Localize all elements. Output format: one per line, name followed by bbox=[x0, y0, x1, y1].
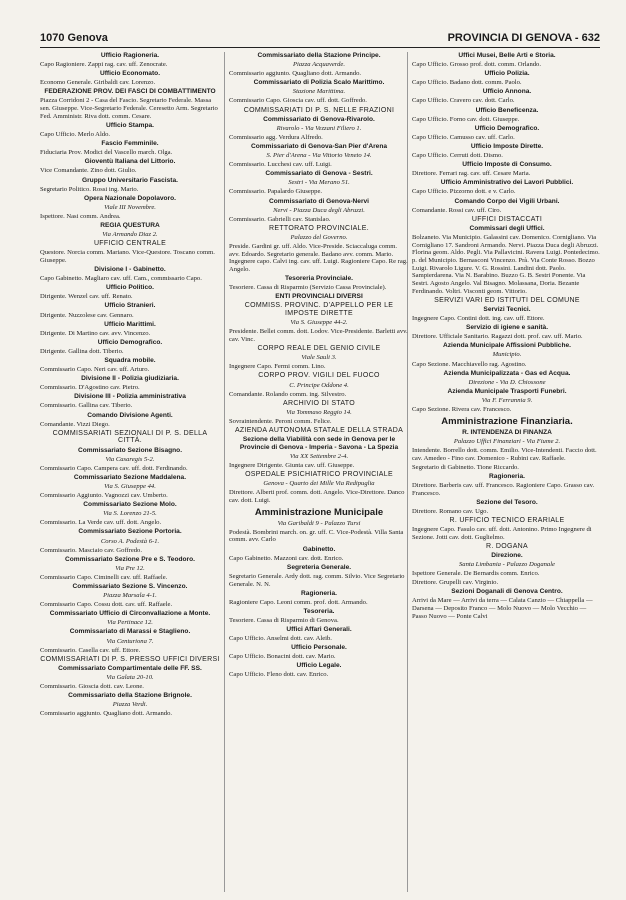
entry-text: Commissario Capo. Neri cav. uff. Arturo. bbox=[40, 366, 150, 374]
entry-text: Fiduciaria Prov. Modici del Vascello march. Olga. bbox=[40, 149, 173, 157]
entry-text: Segretario Generale. Ardy dott. rag. comm. Silvio. Vice Segretario Generale. N. N. bbox=[229, 572, 405, 588]
address-line: Sestri - Via Merano 51. bbox=[288, 179, 350, 187]
caps-heading: OSPEDALE PSICHIATRICO PROVINCIALE bbox=[245, 471, 393, 479]
address-line: Genova - Quarto dei Mille Via Redipuglia bbox=[263, 480, 375, 488]
entry-text: Presidente. Bellei comm. dott. Lodov. Vice-Presidente. Barletti avv. cav. Vinc. bbox=[229, 328, 408, 344]
entry-text: Capo Sezione. Rivera cav. Francesco. bbox=[412, 406, 512, 414]
entry-text: Podestà. Bombrini march. on. gr. uff. C. Vice-Podestà. Villa Santa comm. avv. Carlo bbox=[229, 528, 404, 544]
header-rule bbox=[40, 47, 600, 48]
section-heading: Opera Nazionale Dopolavoro. bbox=[84, 194, 176, 202]
section-heading: Servizio di igiene e sanità. bbox=[465, 324, 549, 332]
section-heading: Commissari degli Uffici. bbox=[469, 224, 545, 232]
entry-text: Capo Ufficio. Fleno dott. cav. Enrico. bbox=[229, 671, 329, 679]
section-heading: Commissariato di Genova-San Pier d'Arena bbox=[250, 142, 388, 150]
page-title-right: PROVINCIA DI GENOVA - 632 bbox=[447, 32, 600, 44]
entry-text: Comandante. Rossi cav. uff. Ciro. bbox=[412, 206, 502, 214]
section-heading: Sezione del Tesoro. bbox=[476, 498, 538, 506]
page-number-left: 1070 Genova bbox=[40, 32, 108, 44]
caps-heading: UFFICIO CENTRALE bbox=[93, 240, 167, 248]
section-heading: Commissariato Sezione Maddalena. bbox=[73, 473, 187, 481]
entry-text: Segretario Politico. Rossi ing. Mario. bbox=[40, 185, 139, 193]
entry-text: Capo Ufficio. Cravero cav. dott. Carlo. bbox=[412, 97, 515, 105]
section-heading: Sezioni Doganali di Genova Centro. bbox=[451, 588, 563, 596]
section-heading: Azienda Municipalizzata - Gas ed Acqua. bbox=[443, 369, 571, 377]
caps-heading: R. UFFICIO TECNICO ERARIALE bbox=[449, 516, 565, 524]
entry-text: Direttore. Romano cav. Ugo. bbox=[412, 507, 489, 515]
entry-text: Bolzaneto. Via Municipio. Galassini cav. Domenico. Cornigliano. Via Cornigliano 17. Sandroni Armando. Nervi. Piazza Duca degli Abruzzi. Florina geom. Aldo. Pegli. Via Pallavicini. Ravera Luigi. Pontedecimo. p. del Municipio. Bernasconi Vincenzo. Prà. Via Conte Rosso. Bozzo Luigi. Rivarolo Ligure. V. G. Rossini. Landini dott. Paolo. Sampierdarena. Via N. Barabino. Buzzo G. B. Sestri Ponente. Via Sestri. Agosto Angelo. Val Bisagno. Molassana, Doria. Bezante Ferdinando. Voltri. Visconti geom. Vittorio. bbox=[412, 233, 600, 295]
address-line: Santa Limbania - Palazzo Doganale bbox=[459, 560, 555, 568]
entry-text: Commissario. D'Agostino cav. Pietro. bbox=[40, 384, 140, 392]
section-heading: R. INTENDENZA DI FINANZA bbox=[462, 428, 552, 436]
caps-heading: COMMISSARIATI DI P. S. NELLE FRAZIONI bbox=[243, 106, 395, 114]
column-2 bbox=[229, 52, 409, 892]
section-heading: Fascio Femminile. bbox=[101, 140, 159, 148]
column-1 bbox=[40, 52, 220, 892]
entry-text: Commissario Capo. Cossu dott. cav. uff. Raffaele. bbox=[40, 601, 173, 609]
entry-text: Commissario Capo. Gioscia cav. uff. dott. Goffredo. bbox=[229, 97, 367, 105]
address-line: Via Casaregis 5-2. bbox=[105, 455, 155, 463]
entry-text: Dirigente. Gallina dott. Tiberio. bbox=[40, 347, 124, 355]
address-line: Nervi - Piazza Duca degli Abruzzi. bbox=[273, 206, 365, 214]
entry-text: Ingegnere Capo. Fasulo cav. uff. dott. Antonino. Primo Ingegnere di Sezione. Jotti cav. dott. Guglielmo. bbox=[412, 525, 592, 541]
section-heading: Ufficio Legale. bbox=[296, 662, 342, 670]
address-line: Palazzo del Governo. bbox=[290, 233, 348, 241]
address-line: Via S. Lorenzo 21-5. bbox=[103, 510, 157, 518]
section-heading: FEDERAZIONE PROV. DEI FASCI DI COMBATTIMENTO bbox=[44, 88, 216, 96]
entry-text: Piazza Corridoni 2 - Casa del Fascio. Segretario Federale. Massa sen. Giuseppe. Vice-Segretario Federale. Ceresetto Arm. Segretario Fed. Amministr. Riva dott. comm. Cesare. bbox=[40, 97, 218, 120]
address-line: Rivarolo - Via Vezzani Filiero 1. bbox=[276, 124, 362, 132]
entry-text: Commissario aggiunto. Quagliano dott. Armando. bbox=[229, 70, 362, 78]
section-heading: Ufficio Imposte di Consumo. bbox=[462, 161, 552, 169]
section-heading: Ufficio Stampa. bbox=[106, 121, 154, 129]
entry-text: Commissario agg. Verdura Alfredo. bbox=[229, 133, 323, 141]
entry-text: Direttore. Alberti prof. comm. dott. Angelo. Vice-Direttore. Danco cav. dott. Luigi. bbox=[229, 489, 405, 504]
entry-text: Commissario Capo. Ciminelli cav. uff. Raffaele. bbox=[40, 573, 168, 581]
entry-text: Capo Ufficio. Anselmi dott. cav. Aleib. bbox=[229, 635, 332, 643]
section-heading: Ufficio Economato. bbox=[99, 70, 161, 78]
entry-text: Commissario. Gioscia dott. cav. Leone. bbox=[40, 683, 144, 690]
section-heading: REGIA QUESTURA bbox=[100, 222, 160, 229]
entry-text: Commissario. Gallina cav. Tiberio. bbox=[40, 402, 133, 410]
caps-heading: CORPO PROV. VIGILI DEL FUOCO bbox=[258, 372, 380, 380]
entry-text: Ispettore Generale. De Bernardis comm. Enrico. bbox=[412, 570, 540, 578]
entry-text: Intendente. Borrello dott. comm. Emilio. Vice-Intendenti. Faccio dott. cav. Amedeo - Fino cav. Domenico - Rubini cav. Raffaele. bbox=[412, 446, 597, 462]
section-heading: Gruppo Universitario Fascista. bbox=[81, 176, 178, 184]
column-3 bbox=[412, 52, 602, 892]
entry-text: Direttore. Barberis cav. uff. Francesco. Ragioniere Capo. Grasso cav. Francesco. bbox=[412, 481, 595, 497]
section-heading: Tesoreria Provinciale. bbox=[284, 275, 354, 283]
section-heading: Commissariato della Stazione Brignole. bbox=[68, 692, 192, 700]
address-line: Piazza Verdi. bbox=[112, 701, 148, 709]
address-line: Via Galata 20-10. bbox=[106, 673, 154, 681]
page-header bbox=[40, 30, 600, 46]
entry-text: Questore. Norcia comm. Mariano. Vice-Questore. Toscano comm. Giuseppe. bbox=[40, 249, 215, 264]
entry-text: Tesoriere. Cassa di Risparmio (Servizio Cassa Provinciale). bbox=[229, 284, 387, 292]
entry-text: Segretario di Gabinetto. Tione Riccardo. bbox=[412, 463, 519, 471]
section-heading: Ufficio Ragioneria. bbox=[100, 52, 160, 59]
address-line: Direzione - Via D. Chiossone bbox=[468, 378, 546, 386]
caps-heading: SERVIZI VARI ED ISTITUTI DEL COMUNE bbox=[434, 296, 580, 304]
section-heading: Ufficio Personale. bbox=[291, 644, 347, 652]
section-heading: Commissariato di Polizia Scalo Marittimo. bbox=[253, 79, 385, 87]
entry-text: Commissario aggiunto. Quagliano dott. Armando. bbox=[40, 710, 173, 718]
entry-text: Capo Ufficio. Grosso prof. dott. comm. Orlando. bbox=[412, 61, 541, 69]
entry-text: Capo Sezione. Macchiavello rag. Agostino. bbox=[412, 360, 527, 368]
address-line: Via Pertinace 12. bbox=[107, 619, 153, 627]
caps-heading: COMMISSARIATI SEZIONALI DI P. S. DELLA CITTÀ. bbox=[52, 429, 208, 445]
section-heading: Ufficio Amministrativo dei Lavori Pubblici. bbox=[440, 179, 574, 187]
column-divider bbox=[224, 52, 225, 892]
section-heading: Tesoreria. bbox=[303, 607, 335, 615]
address-line: S. Pier d'Arena - Via Vittorio Veneto 14. bbox=[266, 152, 372, 160]
address-line: Piazza Marsala 4-1. bbox=[103, 592, 157, 600]
entry-text: Ingegnere Capo. Fermi comm. Lino. bbox=[229, 363, 326, 371]
caps-heading: ARCHIVIO DI STATO bbox=[283, 399, 355, 407]
section-heading: Commissariato Sezione Bisagno. bbox=[77, 446, 183, 454]
entry-text: Dirigente. Nuzzolese cav. Gennaro. bbox=[40, 311, 134, 319]
section-heading: Commissariato di Genova-Rivarolo. bbox=[263, 115, 375, 123]
section-heading: Comando Corpo dei Vigili Urbani. bbox=[454, 197, 560, 205]
address-line: Corso A. Podestà 6-1. bbox=[100, 537, 160, 545]
address-line: Via Centuriona 7. bbox=[106, 637, 154, 645]
address-line: Via S. Giuseppe 44. bbox=[104, 482, 156, 490]
address-line: Via S. Giuseppe 44-2. bbox=[290, 319, 348, 327]
section-heading: Sezione della Viabilità con sede in Genova per le Provincie di Genova - Imperia - Savona - La Spezia bbox=[239, 436, 399, 451]
entry-text: Commissario. Gabrielli cav. Stanislao. bbox=[229, 215, 331, 223]
caps-heading: CORPO REALE DEL GENIO CIVILE bbox=[257, 345, 381, 353]
section-heading: Ufficio Beneficenza. bbox=[475, 106, 539, 114]
section-heading: Divisione I - Gabinetto. bbox=[94, 266, 166, 274]
entry-text: Comandante. Vizzi Diego. bbox=[40, 420, 110, 428]
section-heading: Direzione. bbox=[491, 551, 523, 559]
address-line: Via Tommaso Reggio 14. bbox=[286, 408, 352, 416]
section-heading: Squadra mobile. bbox=[104, 357, 156, 365]
address-line: Stazione Marittima. bbox=[292, 88, 346, 96]
address-line: C. Principe Oddone 4. bbox=[289, 381, 349, 389]
entry-text: Commissario. La Verde cav. uff. dott. Angelo. bbox=[40, 519, 162, 527]
entry-text: Commissario. Papalardo Giuseppe. bbox=[229, 188, 323, 196]
section-heading: Ufficio Annona. bbox=[482, 88, 532, 96]
section-heading: Segreteria Generale. bbox=[286, 563, 352, 571]
section-heading: Azienda Municipale Affissioni Pubbliche. bbox=[443, 342, 571, 350]
entry-text: Dirigente. Di Martino cav. avv. Vincenzo. bbox=[40, 329, 151, 337]
entry-text: Commissario Aggiunto. Vagnozzi cav. Umberto. bbox=[40, 492, 168, 500]
entry-text: Capo Ragioniere. Zappi rag. cav. uff. Zenocrate. bbox=[40, 61, 168, 69]
major-heading: Amministrazione Municipale bbox=[254, 506, 384, 518]
entry-text: Tesoriere. Cassa di Risparmio di Genova. bbox=[229, 616, 339, 624]
section-heading: Commissariato Ufficio di Circonvallazione a Monte. bbox=[49, 610, 211, 618]
entry-text: Capo Ufficio. Camusso cav. uff. Carlo. bbox=[412, 133, 515, 141]
address-line: Via Garibaldi 9 - Palazzo Tursi bbox=[277, 519, 361, 527]
entry-text: Direttore. Ferrari rag. cav. uff. Cesare Maria. bbox=[412, 170, 531, 178]
entry-text: Capo Ufficio. Forno cav. dott. Giuseppe. bbox=[412, 115, 520, 123]
section-heading: Commissariato Compartimentale delle FF. SS. bbox=[58, 664, 202, 672]
caps-heading: UFFICI DISTACCATI bbox=[471, 215, 543, 223]
section-heading: Gioventù Italiana del Littorio. bbox=[84, 158, 176, 166]
caps-heading: R. DOGANA bbox=[486, 542, 528, 550]
entry-text: Commissario Capo. Campera cav. uff. dott. Ferdinando. bbox=[40, 464, 188, 472]
section-heading: Ufficio Demografico. bbox=[474, 124, 540, 132]
entry-text: Ispettore. Nasi comm. Andrea. bbox=[40, 212, 121, 220]
address-line: Via Armando Diaz 2. bbox=[102, 231, 158, 239]
address-line: Viale III Novembre. bbox=[104, 203, 156, 211]
entry-text: Capo Ufficio. Merlo Aldo. bbox=[40, 131, 111, 139]
section-heading: Commissariato di Marassi e Staglieno. bbox=[69, 628, 191, 636]
section-heading: ENTI PROVINCIALI DIVERSI bbox=[275, 293, 363, 301]
entry-text: Comandante. Rolando comm. ing. Silvestro. bbox=[229, 390, 347, 398]
section-heading: Ufficio Marittimi. bbox=[104, 320, 156, 328]
section-heading: Commissariato Sezione Molo. bbox=[83, 501, 177, 509]
caps-heading: RETTORATO PROVINCIALE. bbox=[269, 224, 369, 232]
entry-text: Commissario. Lucchesi cav. uff. Luigi. bbox=[229, 161, 332, 169]
section-heading: Gabinetto. bbox=[302, 545, 336, 553]
section-heading: Uffici Affari Generali. bbox=[286, 626, 352, 633]
section-heading: Commissariato Sezione S. Vincenzo. bbox=[72, 582, 188, 590]
entry-text: Dirigente. Wenzel cav. uff. Renato. bbox=[40, 293, 133, 301]
section-heading: Divisione III - Polizia amministrativa bbox=[74, 393, 186, 401]
address-line: Via F. Ferrannia 9. bbox=[481, 396, 533, 404]
section-heading: Ufficio Demografico. bbox=[97, 338, 163, 346]
entry-text: Commissario. Masciaio cav. Goffredo. bbox=[40, 546, 142, 554]
entry-text: Capo Ufficio. Badano dott. comm. Paolo. bbox=[412, 79, 522, 87]
entry-text: Arrivi da Mare — Arrivi da terra — Calata Canzio — Chiappella — Darsena — Deposito Franco — Molo Nuovo — Molo Vecchio — Passo Nuovo — Ponte Calvi bbox=[412, 597, 593, 620]
section-heading: Commissariato di Genova-Nervi bbox=[268, 197, 370, 205]
entry-text: Capo Gabinetto. Mazzoni cav. dott. Enrico. bbox=[229, 554, 344, 562]
section-heading: Uffici Musei, Belle Arti e Storia. bbox=[458, 52, 556, 59]
entry-text: Sovraintendente. Peroni comm. Felice. bbox=[229, 417, 332, 425]
entry-text: Direttore. Grupelli cav. Virginio. bbox=[412, 579, 499, 587]
address-line: Piazza Acquaverde. bbox=[292, 61, 345, 69]
entry-text: Commissario. Casella cav. uff. Ettore. bbox=[40, 646, 141, 654]
address-line: Palazzo Uffici Finanziari - Via Fiume 2. bbox=[453, 437, 561, 445]
entry-text: Direttore. Ufficiale Sanitario. Ragazzi dott. prof. cav. uff. Mario. bbox=[412, 333, 583, 341]
entry-text: Capo Ufficio. Bonacini dott. cav. Mario. bbox=[229, 653, 336, 661]
section-heading: Ufficio Stranieri. bbox=[104, 302, 156, 310]
section-heading: Commissariato Sezione Pre e S. Teodoro. bbox=[65, 555, 195, 563]
section-heading: Ragioneria. bbox=[301, 589, 337, 597]
section-heading: Ragioneria. bbox=[489, 472, 525, 480]
entry-text: Economo Generale. Giribaldi cav. Lorenzo. bbox=[40, 79, 156, 87]
entry-text: Vice Comandante. Zino dott. Giulio. bbox=[40, 167, 137, 175]
caps-heading: COMMISSARIATI DI P. S. PRESSO UFFICI DIVERSI bbox=[40, 655, 220, 663]
section-heading: Commissariato di Genova - Sestri. bbox=[265, 170, 373, 178]
section-heading: Servizi Tecnici. bbox=[483, 305, 531, 313]
section-heading: Comando Divisione Agenti. bbox=[87, 411, 173, 419]
caps-heading: COMMISS. PROVINC. D'APPELLO PER LE IMPOSTE DIRETTE bbox=[244, 302, 394, 318]
entry-text: Capo Ufficio. Pizzorno dott. e v. Carlo. bbox=[412, 188, 516, 196]
caps-heading: AZIENDA AUTONOMA STATALE DELLA STRADA bbox=[234, 426, 404, 434]
section-heading: Commissariato Sezione Portoria. bbox=[78, 528, 182, 536]
section-heading: Divisione II - Polizia giudiziaria. bbox=[81, 375, 179, 383]
address-line: Via Pre 12. bbox=[115, 564, 145, 572]
entry-text: Capo Ufficio. Cerruti dott. Dismo. bbox=[412, 152, 503, 160]
section-heading: Ufficio Politico. bbox=[106, 284, 154, 292]
section-heading: Ufficio Polizia. bbox=[484, 70, 530, 78]
entry-text: Preside. Gardini gr. uff. Aldo. Vice-Preside. Sciaccaluga comm. avv. Edoardo. Segretario generale. Badano avv. comm. Mario. Ingegnere capo. Calvi ing. cav. uff. Luigi. Ragioniere Capo. Re rag. Angelo. bbox=[229, 242, 408, 274]
section-heading: Commissariato della Stazione Principe. bbox=[257, 52, 381, 59]
entry-text: Ingegnere Capo. Contini dott. ing. cav. uff. Ettore. bbox=[412, 315, 545, 323]
address-line: Viale Sauli 3. bbox=[301, 354, 337, 362]
address-line: Via XX Settembre 2-4. bbox=[289, 452, 349, 460]
section-heading: Ufficio Imposte Dirette. bbox=[470, 142, 544, 150]
entry-text: Capo Gabinetto. Magliaro cav. uff. Cam., commissario Capo. bbox=[40, 275, 202, 283]
address-line: Municipio. bbox=[492, 351, 522, 359]
entry-text: Ragioniere Capo. Leoni comm. prof. dott. Armando. bbox=[229, 598, 368, 606]
entry-text: Ingegnere Dirigente. Giunta cav. uff. Giuseppe. bbox=[229, 461, 355, 469]
major-heading: Amministrazione Finanziaria. bbox=[441, 415, 573, 427]
section-heading: Azienda Municipale Trasporti Funebri. bbox=[447, 387, 567, 395]
